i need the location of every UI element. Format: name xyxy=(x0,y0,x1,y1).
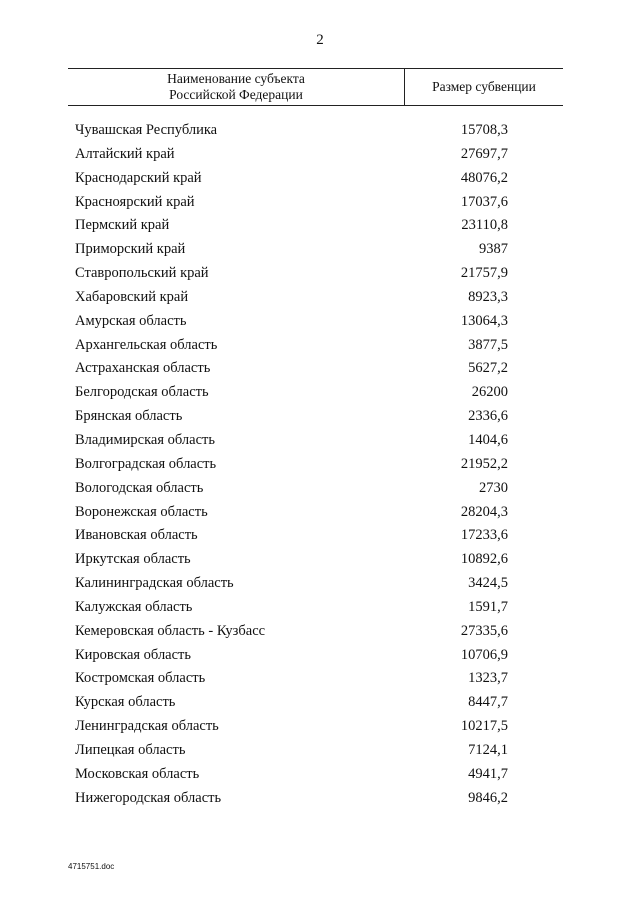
table-row xyxy=(0,357,640,381)
document-filename: 4715751.doc xyxy=(68,862,115,871)
table-row xyxy=(0,715,640,739)
table-row xyxy=(0,453,640,477)
table-row xyxy=(0,644,640,668)
subvention-value: 9846,2 xyxy=(468,789,508,806)
subvention-value: 1591,7 xyxy=(468,598,508,615)
table-row xyxy=(0,524,640,548)
table-row xyxy=(0,596,640,620)
subvention-value: 27335,6 xyxy=(460,622,508,639)
subject-name: Алтайский край xyxy=(75,145,175,162)
subvention-value: 48076,2 xyxy=(460,169,508,186)
table-body xyxy=(0,119,640,810)
header-subject-name-line2: Российской Федерации xyxy=(169,87,303,102)
subject-name: Амурская область xyxy=(75,312,187,329)
subvention-value: 1323,7 xyxy=(468,670,508,687)
table-row xyxy=(0,691,640,715)
subject-name: Пермский край xyxy=(75,217,170,234)
subvention-value: 8923,3 xyxy=(468,288,508,305)
subvention-value: 15708,3 xyxy=(460,122,508,138)
table-row xyxy=(0,429,640,453)
subvention-value: 10217,5 xyxy=(460,718,508,735)
table-row xyxy=(0,620,640,644)
subvention-value: 5627,2 xyxy=(468,360,508,377)
subject-name: Белгородская область xyxy=(75,384,209,401)
table-row xyxy=(0,119,640,143)
subvention-value: 17037,6 xyxy=(460,193,508,210)
subject-name: Воронежская область xyxy=(75,503,208,520)
subvention-value: 10892,6 xyxy=(460,551,508,568)
table-row xyxy=(0,191,640,215)
subject-name: Хабаровский край xyxy=(75,288,189,305)
table-header xyxy=(68,68,563,106)
subvention-value: 26200 xyxy=(471,384,508,401)
page-number: 2 xyxy=(316,32,324,48)
subject-name: Приморский край xyxy=(75,241,186,258)
table-row xyxy=(0,667,640,691)
header-subvention-size: Размер субвенции xyxy=(432,79,536,94)
subject-name: Курская область xyxy=(75,694,176,711)
subject-name: Кировская область xyxy=(75,646,192,663)
subvention-value: 8447,7 xyxy=(468,694,508,711)
subvention-value: 10706,9 xyxy=(460,646,508,663)
subject-name: Брянская область xyxy=(75,408,183,425)
table-row xyxy=(0,787,640,811)
header-subject-name-line1: Наименование субъекта xyxy=(167,71,305,86)
subvention-value: 3424,5 xyxy=(468,575,508,592)
table-row xyxy=(0,238,640,262)
subvention-value: 21757,9 xyxy=(460,265,508,282)
table-row xyxy=(0,143,640,167)
subvention-value: 7124,1 xyxy=(468,741,508,758)
subject-name: Вологодская область xyxy=(75,479,204,496)
subject-name: Волгоградская область xyxy=(75,455,217,472)
table-row xyxy=(0,739,640,763)
subvention-value: 2336,6 xyxy=(468,408,508,425)
subject-name: Нижегородская область xyxy=(75,789,222,806)
subvention-value: 9387 xyxy=(479,241,508,258)
table-row xyxy=(0,262,640,286)
table-row xyxy=(0,310,640,334)
subject-name: Ивановская область xyxy=(75,527,198,544)
subvention-value: 23110,8 xyxy=(461,217,508,234)
subvention-value: 3877,5 xyxy=(468,336,508,353)
subject-name: Костромская область xyxy=(75,670,206,687)
table-row xyxy=(0,334,640,358)
subject-name: Кемеровская область - Кузбасс xyxy=(75,622,266,639)
subject-name: Архангельская область xyxy=(75,336,218,353)
subvention-value: 4941,7 xyxy=(468,765,508,782)
table-row xyxy=(0,214,640,238)
table-row xyxy=(0,405,640,429)
table-row xyxy=(0,286,640,310)
subject-name: Астраханская область xyxy=(75,360,211,377)
subject-name: Иркутская область xyxy=(75,551,191,568)
subvention-value: 1404,6 xyxy=(468,431,508,448)
subject-name: Владимирская область xyxy=(75,431,215,448)
table-row xyxy=(0,381,640,405)
subvention-value: 17233,6 xyxy=(460,527,508,544)
subvention-value: 21952,2 xyxy=(460,455,508,472)
subvention-value: 13064,3 xyxy=(460,312,508,329)
table-row xyxy=(0,477,640,501)
subject-name: Ставропольский край xyxy=(75,265,209,282)
subject-name: Калужская область xyxy=(75,598,193,615)
subject-name: Калининградская область xyxy=(75,575,234,592)
subject-name: Ленинградская область xyxy=(75,718,219,735)
subvention-value: 27697,7 xyxy=(460,145,508,162)
subject-name: Краснодарский край xyxy=(75,169,202,186)
table-row xyxy=(0,501,640,525)
subvention-value: 28204,3 xyxy=(460,503,508,520)
table-row xyxy=(0,548,640,572)
subject-name: Липецкая область xyxy=(75,741,186,758)
header-subject-name xyxy=(68,69,405,105)
table-row xyxy=(0,572,640,596)
subject-name: Московская область xyxy=(75,765,200,782)
table-row xyxy=(0,167,640,191)
subvention-value: 2730 xyxy=(479,479,508,496)
subject-name: Чувашская Республика xyxy=(75,122,218,138)
subject-name: Красноярский край xyxy=(75,193,195,210)
table-row xyxy=(0,763,640,787)
